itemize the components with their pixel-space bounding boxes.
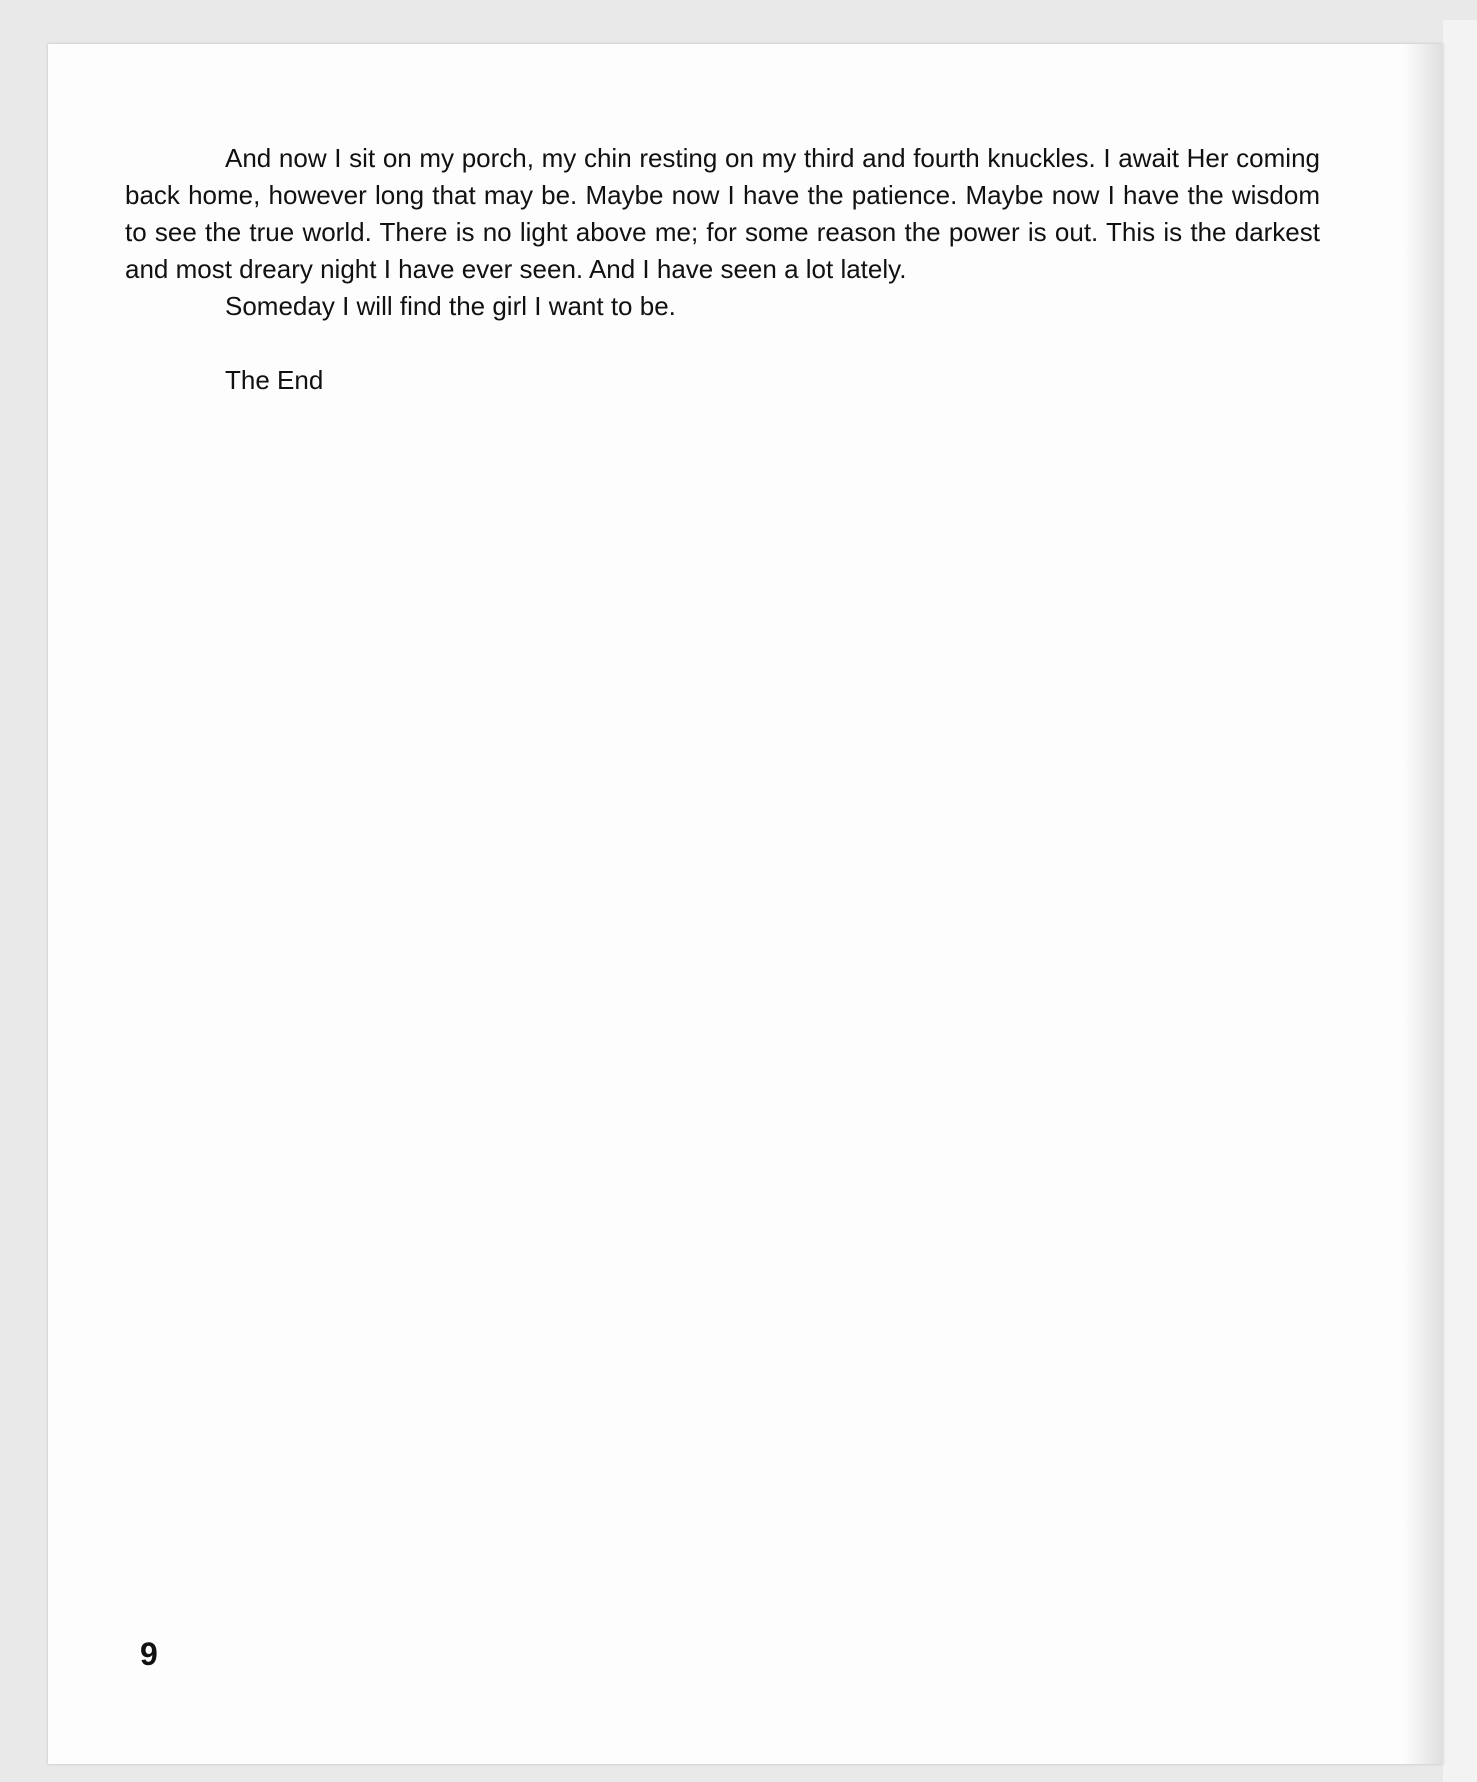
story-text [125,140,1320,399]
the-end-heading: The End [225,365,324,395]
adjacent-page-edge [1443,20,1477,1782]
page-number: 9 [140,1636,158,1672]
paragraph-2: Someday I will find the girl I want to be. [225,291,676,321]
paragraph-1: And now I sit on my porch, my chin resting on my third and fourth knuckles. I await Her coming back home, however long that may be. Maybe now I have the patience. Maybe now I have the wisdom to see the true world. There is no light above me; for some reason the power is out. This is the darkest and most dreary night I have ever seen. And I have seen a lot lately. [125,143,1320,284]
